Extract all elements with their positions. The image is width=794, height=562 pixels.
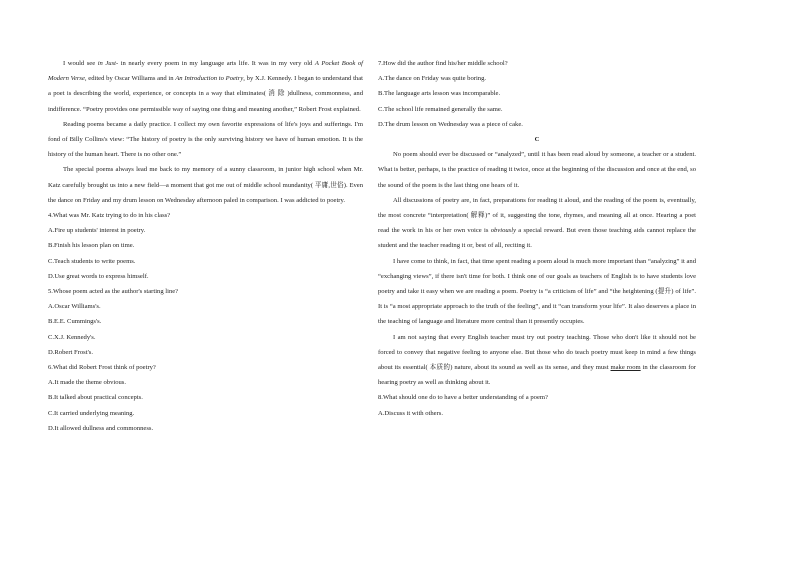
question-4: 4.What was Mr. Katz trying to do in his class? <box>48 212 171 220</box>
passage-paragraph: The special poems always lead me back to my memory of a sunny classroom, in junior high school when Mr. Katz carefully brought us into a new field—a moment that got me out of middle school mundanity( 平庸,世俗). Even the dance on Friday and my drum lesson on Wednesday afternoon paled in comparison. I was addicted to poetry. <box>48 166 363 204</box>
option: C.It carried underlying meaning. <box>48 409 135 417</box>
question-6: 6.What did Robert Frost think of poetry? <box>48 364 156 372</box>
option: B.The language arts lesson was incomparable. <box>378 90 501 98</box>
option: A.Discuss it with others. <box>378 409 444 417</box>
option: C.The school life remained generally the same. <box>378 105 503 113</box>
option: B.It talked about practical concepts. <box>48 394 143 402</box>
passage-paragraph: All discussions of poetry are, in fact, preparations for reading it aloud, and the reading of the poem is, eventually, the most concrete “interpretation( 解释)” of it, suggesting the tone, rhymes, and meaning all at once. Hearing a poet read the work in his or her own voice is obviously a special reward. But even those teaching aids cannot replace the student and the teacher reading it or, best of all, reciting it. <box>378 196 696 250</box>
option: D.Use great words to express himself. <box>48 272 149 280</box>
section-heading: C <box>534 136 540 144</box>
right-column <box>378 56 696 421</box>
option: D.The drum lesson on Wednesday was a piece of cake. <box>378 120 523 128</box>
option: A.The dance on Friday was quite boring. <box>378 75 487 83</box>
italic-word: obviously <box>490 227 516 235</box>
option: D.Robert Frost's. <box>48 348 93 356</box>
option: B.E.E. Cummings's. <box>48 318 102 326</box>
passage-paragraph: No poem should ever be discussed or “analyzed”, until it has been read aloud by someone, a teacher or a student. What is better, perhaps, is the practice of reading it twice, once at the beginning of the discussion and once at the end, so the sound of the poem is the last thing one hears of it. <box>378 151 696 189</box>
question-5: 5.Whose poem acted as the author's starting line? <box>48 288 179 296</box>
question-7: 7.How did the author find his/her middle school? <box>378 60 508 67</box>
passage-paragraph: I would see in Just- in nearly every poem in my language arts life. It was in my very old A Pocket Book of Modern Verse, edited by Oscar Williams and in An Introduction to Poetry, by X.J. Kennedy. I began to understand that a poet is describing the world, experience, or concepts in a way that eliminates( 消 除 )dullness, commonness, and indifference. “Poetry provides one permissible way of saying one thing and meaning another,” Robert Frost explained. <box>48 60 364 113</box>
option: C.Teach students to write poems. <box>48 257 136 265</box>
option: A.Fire up students' interest in poetry. <box>48 227 146 235</box>
passage-paragraph: I am not saying that every English teacher must try out poetry teaching. Those who don't like it should not be forced to convey that negative feeling to anyone else. But those who do teach poetry must keep in mind a few things about its essential( 本质的) nature, about its sound as well as its sense, and they must make room in the classroom for hearing poetry as well as thinking about it. <box>378 333 696 387</box>
book-title: A Pocket Book of Modern Verse <box>48 60 364 83</box>
title-in-just: in Just- <box>97 60 119 67</box>
option: A.It made the theme obvious. <box>48 379 127 387</box>
underlined-phrase: make room <box>610 364 641 372</box>
option: B.Finish his lesson plan on time. <box>48 242 135 250</box>
passage-paragraph: Reading poems became a daily practice. I collect my own favorite expressions of life's joys and sufferings. I'm fond of Billy Collins's view: “The history of poetry is the only surviving history we have of human emotion. It is the history of the human heart. There is no other one.” <box>48 120 363 159</box>
option: A.Oscar Williams's. <box>48 303 101 311</box>
question-8: 8.What should one do to have a better understanding of a poem? <box>378 394 548 402</box>
left-column <box>48 56 363 436</box>
option: C.X.J. Kennedy's. <box>48 333 96 341</box>
passage-paragraph: I have come to think, in fact, that time spent reading a poem aloud is much more important than “analyzing” it and “exchanging views”, if there isn't time for both. I think one of our goals as teachers of English is to have students love poetry and take it easy when we are reading a poem. Poetry is “a criticism of life” and “the heightening (提升) of life”. It is “a most appropriate approach to the truth of the feeling”, and it “can transform your life”. It also deserves a place in the teaching of language and literature more central than it presently occupies. <box>378 257 696 326</box>
book-title: An Introduction to Poetry <box>175 75 244 83</box>
option: D.It allowed dullness and commonness. <box>48 424 154 432</box>
